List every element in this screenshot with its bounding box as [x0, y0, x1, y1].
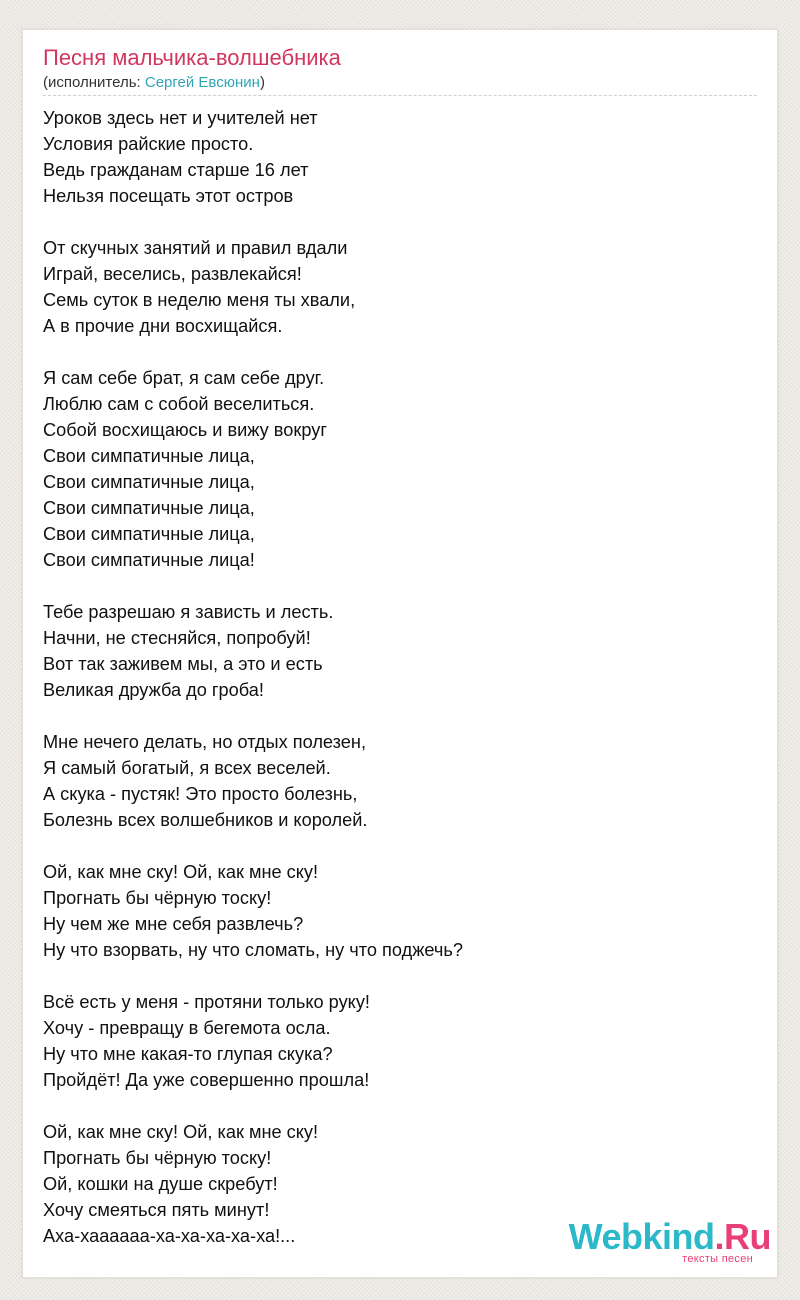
lyric-line: Ой, как мне ску! Ой, как мне ску!	[43, 1122, 319, 1142]
lyric-line: Свои симпатичные лица,	[43, 524, 255, 544]
lyric-line: Я самый богатый, я всех веселей.	[43, 758, 331, 778]
lyric-line: Тебе разрешаю я зависть и лесть.	[43, 602, 334, 622]
lyric-line: Великая дружба до гроба!	[43, 680, 264, 700]
logo-tagline: тексты песен	[682, 1253, 753, 1265]
lyric-line: Хочу - превращу в бегемота осла.	[43, 1018, 331, 1038]
lyric-line: Мне нечего делать, но отдых полезен,	[43, 732, 366, 752]
lyric-line: Ой, как мне ску! Ой, как мне ску!	[43, 862, 319, 882]
artist-prefix: (исполнитель:	[43, 74, 145, 91]
lyric-line: Ведь гражданам старше 16 лет	[43, 160, 309, 180]
lyric-line: Хочу смеяться пять минут!	[43, 1200, 270, 1220]
stanza-gap	[43, 963, 757, 989]
lyric-line: Условия райские просто.	[43, 134, 254, 154]
lyrics-text	[43, 105, 757, 1249]
song-title: Песня мальчика-волшебника	[43, 45, 341, 70]
lyric-line: Собой восхищаюсь и вижу вокруг	[43, 420, 327, 440]
artist-line	[43, 73, 265, 93]
lyric-line: Уроков здесь нет и учителей нет	[43, 108, 318, 128]
lyric-line: Играй, веселись, развлекайся!	[43, 264, 302, 284]
lyric-line: Всё есть у меня - протяни только руку!	[43, 992, 370, 1012]
stanza-gap	[43, 703, 757, 729]
lyric-line: А в прочие дни восхищайся.	[43, 316, 283, 336]
lyric-line: Свои симпатичные лица,	[43, 498, 255, 518]
stanza-gap	[43, 833, 757, 859]
lyrics-card	[22, 29, 778, 1278]
lyric-line: Ну что взорвать, ну что сломать, ну что поджечь?	[43, 940, 463, 960]
lyric-line: Вот так заживем мы, а это и есть	[43, 654, 323, 674]
lyric-line: А скука - пустяк! Это просто болезнь,	[43, 784, 358, 804]
lyric-line: Ой, кошки на душе скребут!	[43, 1174, 278, 1194]
lyric-line: Свои симпатичные лица,	[43, 446, 255, 466]
lyric-line: Прогнать бы чёрную тоску!	[43, 888, 272, 908]
lyric-line: Семь суток в неделю меня ты хвали,	[43, 290, 356, 310]
lyric-line: Аха-хаааааа-ха-ха-ха-ха-ха!...	[43, 1226, 296, 1246]
lyric-line: Свои симпатичные лица!	[43, 550, 255, 570]
lyric-line: Ну что мне какая-то глупая скука?	[43, 1044, 333, 1064]
lyric-line: Прогнать бы чёрную тоску!	[43, 1148, 272, 1168]
lyric-line: Пройдёт! Да уже совершенно прошла!	[43, 1070, 370, 1090]
logo-name: Webkind	[568, 1216, 715, 1257]
lyric-line: Нельзя посещать этот остров	[43, 186, 294, 206]
lyric-line: Я сам себе брат, я сам себе друг.	[43, 368, 325, 388]
lyric-line: Болезнь всех волшебников и королей.	[43, 810, 368, 830]
stanza-gap	[43, 339, 757, 365]
logo-wordmark	[569, 1217, 771, 1257]
stanza-gap	[43, 573, 757, 599]
stanza-gap	[43, 209, 757, 235]
title-divider	[43, 95, 757, 96]
logo-tld: .Ru	[714, 1216, 771, 1257]
stanza-gap	[43, 1093, 757, 1119]
lyric-line: От скучных занятий и правил вдали	[43, 238, 348, 258]
artist-suffix: )	[259, 74, 265, 91]
lyric-line: Начни, не стесняйся, попробуй!	[43, 628, 311, 648]
site-logo[interactable]	[568, 1215, 771, 1271]
lyric-line: Свои симпатичные лица,	[43, 472, 255, 492]
lyric-line: Ну чем же мне себя развлечь?	[43, 914, 304, 934]
artist-link[interactable]: Сергей Евсюнин	[144, 74, 260, 91]
lyric-line: Люблю сам с собой веселиться.	[43, 394, 315, 414]
